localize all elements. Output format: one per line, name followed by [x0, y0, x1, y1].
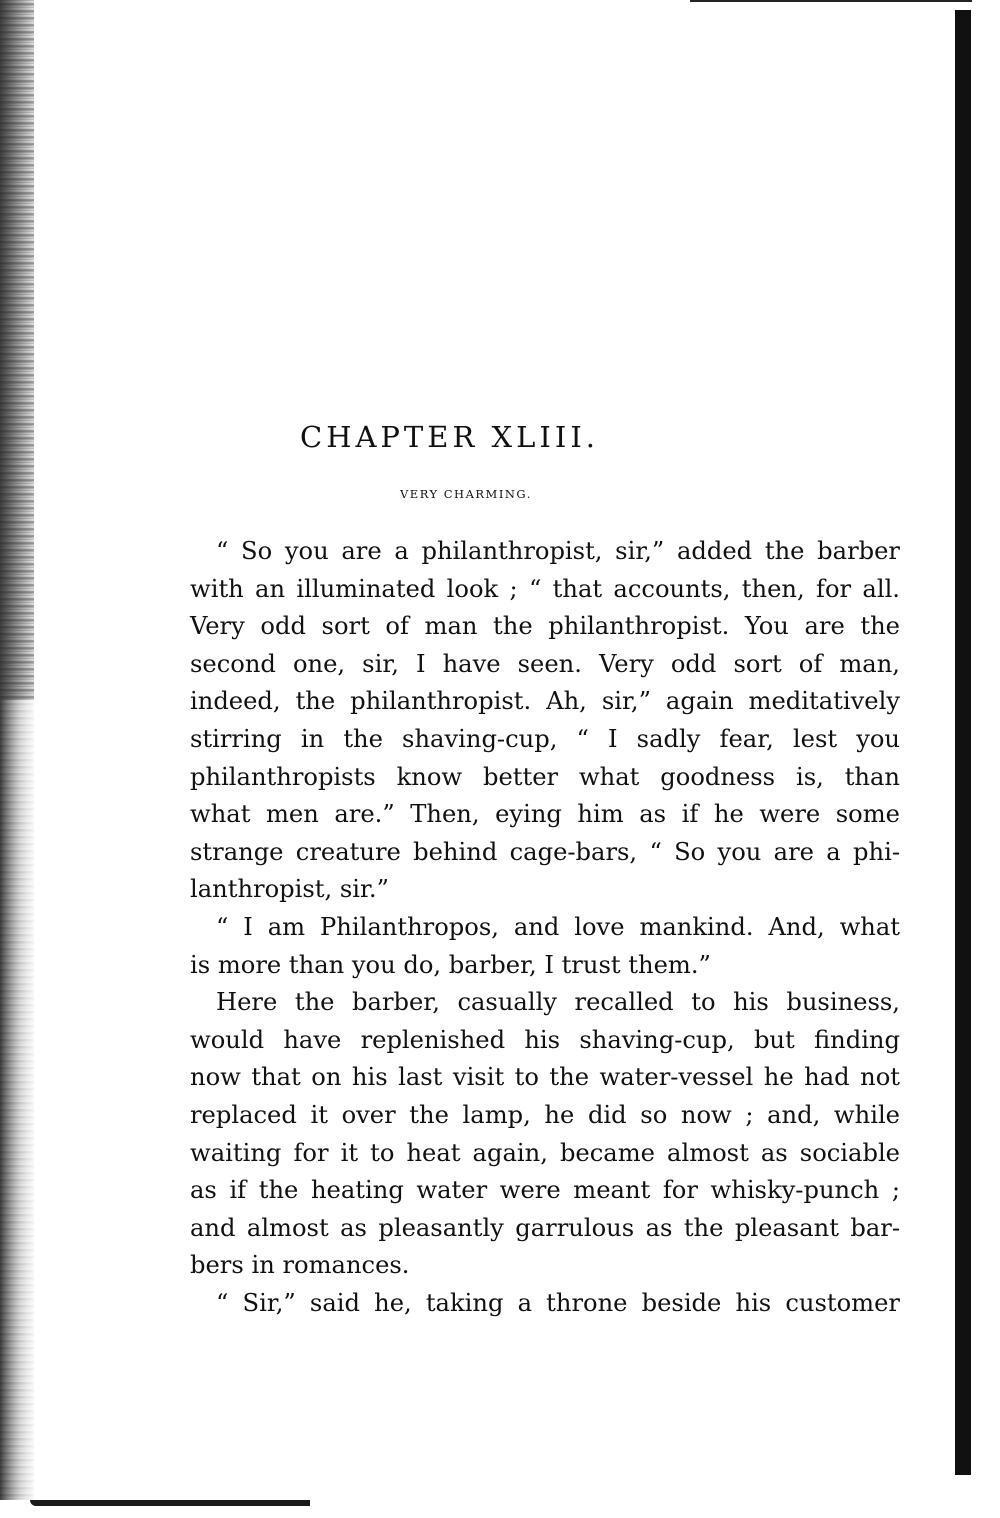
text-line: is more than you do, barber, I trust them.” [190, 950, 711, 979]
text-line: and almost as pleasantly garrulous as the pleasant bar- [190, 1213, 900, 1242]
text-line: lanthropist, sir.” [190, 875, 389, 904]
text-line: strange creature behind cage-bars, “ So you are a phi- [190, 837, 900, 866]
chapter-title: CHAPTER XLIII. [300, 420, 599, 454]
chapter-subtitle: VERY CHARMING. [400, 487, 532, 501]
page-edge-right [955, 10, 971, 1475]
paragraph [190, 533, 900, 909]
paragraph [190, 984, 900, 1285]
text-line: replaced it over the lamp, he did so now ; and, while [190, 1100, 900, 1129]
text-line: indeed, the philanthropist. Ah, sir,” again meditatively [190, 687, 900, 716]
text-line: would have replenished his shaving-cup, but finding [190, 1025, 900, 1054]
text-line: what men are.” Then, eying him as if he were some [190, 800, 900, 829]
text-line: “ Sir,” said he, taking a throne beside his customer [216, 1288, 900, 1317]
page-edge-bottom [30, 1500, 310, 1506]
text-line: Here the barber, casually recalled to his business, [216, 988, 900, 1017]
paragraph [190, 909, 900, 984]
page-edge-top [690, 0, 972, 14]
text-line: “ I am Philanthropos, and love mankind. And, what [216, 912, 900, 941]
text-line: waiting for it to heat again, became almost as sociable [190, 1138, 900, 1167]
body-text [190, 533, 900, 1322]
paragraph [190, 1285, 900, 1323]
text-line: as if the heating water were meant for whisky-punch ; [190, 1176, 900, 1205]
text-line: Very odd sort of man the philanthropist. You are the [190, 612, 900, 641]
text-line: bers in romances. [190, 1251, 410, 1280]
text-line: philanthropists know better what goodness is, than [190, 762, 900, 791]
text-line: now that on his last visit to the water-vessel he had not [190, 1063, 900, 1092]
text-line: “ So you are a philanthropist, sir,” added the barber [216, 537, 900, 565]
binding-edge-fade [0, 700, 40, 1500]
text-line: second one, sir, I have seen. Very odd sort of man, [190, 649, 900, 678]
text-line: stirring in the shaving-cup, “ I sadly fear, lest you [190, 724, 900, 753]
text-line: with an illuminated look ; “ that accounts, then, for all. [190, 574, 900, 603]
